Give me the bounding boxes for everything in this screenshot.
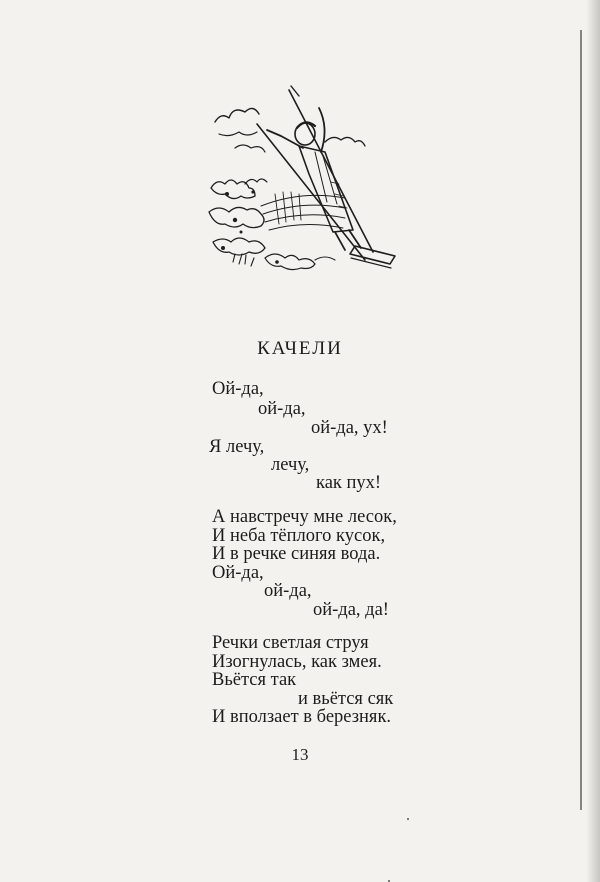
poem-line: Ой-да, (212, 379, 264, 399)
poem-line: ой-да, ух! (311, 418, 388, 438)
paper-speck (407, 818, 409, 820)
poem-title: КАЧЕЛИ (257, 338, 343, 359)
poem-line: и вьётся сяк (298, 689, 394, 709)
poem-line: ой-да, (258, 399, 306, 419)
poem-line: лечу, (271, 455, 310, 475)
poem-line: И неба тёплого кусок, (212, 526, 386, 546)
page-edge-line (580, 30, 582, 810)
poem-line: Вьётся так (212, 670, 297, 690)
poem-line: И в речке синяя вода. (212, 544, 381, 564)
poem-line: А навстречу мне лесок, (212, 507, 397, 527)
poem-line: Я лечу, (209, 437, 265, 457)
page-number: 13 (291, 745, 309, 764)
poem-line: ой-да, да! (313, 600, 389, 620)
poem-line: Изогнулась, как змея. (212, 652, 382, 672)
poem-line: И вползает в березняк. (212, 707, 392, 727)
swing-illustration (205, 82, 405, 277)
poem-line: ой-да, (264, 581, 312, 601)
poem-line: как пух! (316, 473, 382, 493)
poem-line: Речки светлая струя (212, 633, 369, 653)
poem-line: Ой-да, (212, 563, 264, 583)
